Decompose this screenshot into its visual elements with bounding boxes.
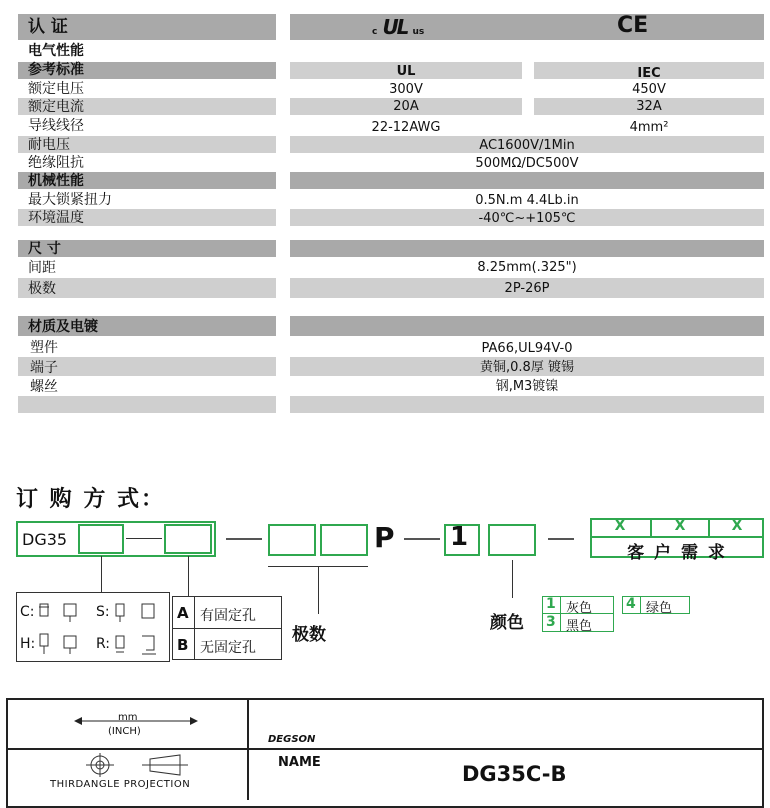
- terminal-value: 黄铜,0.8厚 镀锡: [480, 360, 574, 375]
- leader-style: [101, 556, 102, 592]
- cert-bar-right: [290, 14, 764, 40]
- withstand-value: AC1600V/1Min: [479, 138, 575, 153]
- dash-2: [404, 538, 440, 540]
- unit-mm: mm: [118, 712, 138, 723]
- color-box: [488, 524, 536, 556]
- screw-label: 螺丝: [30, 379, 58, 395]
- temp-value: -40℃~+105℃: [478, 211, 576, 226]
- poles-caption: 极数: [292, 625, 326, 645]
- color-1: 1: [546, 596, 556, 612]
- ce-mark: CE: [617, 13, 649, 38]
- opt-b: B: [177, 636, 189, 654]
- pitch-value: 8.25mm(.325"): [477, 260, 577, 275]
- insulation-value: 500MΩ/DC500V: [475, 156, 579, 171]
- color-col-divider: [560, 596, 561, 632]
- poles-bar-left: [18, 278, 276, 298]
- electrical-header: 电气性能: [28, 43, 84, 59]
- opt-a: A: [177, 604, 189, 622]
- dash-1: [226, 538, 262, 540]
- style-c-icon: [38, 600, 88, 624]
- style-s: S:: [96, 604, 110, 620]
- material-bar-right: [290, 316, 764, 336]
- cert-label: 认 证: [28, 17, 68, 37]
- poles-value: 2P-26P: [504, 281, 550, 296]
- double-arrow-icon: [74, 716, 198, 726]
- hole-code-box: [164, 524, 212, 554]
- rated-voltage-iec: 450V: [632, 82, 666, 97]
- temp-label: 环境温度: [28, 210, 84, 226]
- last-bar-left: [18, 396, 276, 413]
- rated-current-iec: 32A: [636, 99, 662, 114]
- plastic-label: 塑件: [30, 340, 58, 356]
- hole-divider: [172, 628, 282, 629]
- dimension-header: 尺 寸: [28, 241, 61, 257]
- terminal-label: 端子: [30, 360, 58, 376]
- dimension-bar-right: [290, 240, 764, 257]
- color-3: 3: [546, 614, 556, 630]
- pitch-label: 间距: [28, 260, 56, 276]
- title-block-hdivider: [6, 748, 764, 750]
- last-bar-right: [290, 396, 764, 413]
- color-caption: 颜色: [490, 613, 524, 633]
- x-1: X: [614, 518, 626, 534]
- standard-label: 参考标准: [28, 62, 84, 78]
- material-header: 材质及电镀: [28, 319, 98, 335]
- rated-voltage-ul: 300V: [389, 82, 423, 97]
- model-prefix: DG35: [22, 530, 68, 549]
- poles-box-1: [268, 524, 316, 556]
- one-text: 1: [450, 522, 469, 552]
- insulation-label: 绝缘阻抗: [28, 155, 84, 171]
- wire-iec: 4mm²: [629, 120, 669, 135]
- customer-text: 客 户 需 求: [627, 543, 727, 563]
- color-4: 4: [626, 596, 636, 612]
- leader-poles: [318, 566, 319, 614]
- color-3-text: 黑色: [566, 619, 593, 634]
- plastic-value: PA66,UL94V-0: [481, 341, 573, 356]
- screw-value: 钢,M3镀镍: [495, 379, 559, 394]
- color-1-text: 灰色: [566, 601, 593, 616]
- wire-ul: 22-12AWG: [371, 120, 441, 135]
- x-2: X: [674, 518, 686, 534]
- poles-box-2: [320, 524, 368, 556]
- rated-current-ul: 20A: [393, 99, 419, 114]
- style-r-icon: [114, 632, 164, 658]
- leader-hole: [188, 556, 189, 596]
- style-h-icon: [38, 632, 88, 658]
- connector-line: [126, 538, 162, 539]
- style-code-box: [78, 524, 124, 554]
- opt-a-text: 有固定孔: [200, 608, 256, 624]
- opt-b-text: 无固定孔: [200, 640, 256, 656]
- wire-label: 导线线径: [28, 118, 84, 134]
- name-label: NAME: [278, 755, 321, 770]
- style-r: R:: [96, 636, 111, 652]
- std-iec: IEC: [637, 66, 661, 81]
- projection-text: THIRDANGLE PROJECTION: [50, 779, 191, 790]
- color-4-text: 绿色: [646, 601, 673, 616]
- unit-inch: (INCH): [108, 726, 141, 737]
- style-s-icon: [114, 600, 164, 624]
- hole-col-divider: [194, 596, 195, 660]
- torque-label: 最大锁紧扭力: [28, 192, 112, 208]
- ordering-title: 订 购 方 式：: [16, 487, 165, 512]
- mechanical-bar-right: [290, 172, 764, 189]
- poles-label: 极数: [28, 281, 56, 297]
- rated-voltage-label: 额定电压: [28, 81, 84, 97]
- rated-current-label: 额定电流: [28, 99, 84, 115]
- dash-3: [548, 538, 574, 540]
- projection-symbol-icon: [80, 752, 200, 778]
- mechanical-header: 机械性能: [28, 173, 84, 189]
- std-ul: UL: [396, 64, 416, 79]
- x-3: X: [731, 518, 743, 534]
- name-value: DG35C-B: [462, 762, 567, 786]
- withstand-label: 耐电压: [28, 137, 70, 153]
- style-c: C:: [20, 604, 35, 620]
- leader-color: [512, 560, 513, 598]
- ul-logo: c UL us: [372, 15, 425, 39]
- style-h: H:: [20, 636, 36, 652]
- p-letter: P: [374, 521, 395, 554]
- torque-value: 0.5N.m 4.4Lb.in: [475, 193, 579, 208]
- brand-logo: DEGSON: [268, 734, 316, 745]
- color-4-divider: [640, 596, 641, 614]
